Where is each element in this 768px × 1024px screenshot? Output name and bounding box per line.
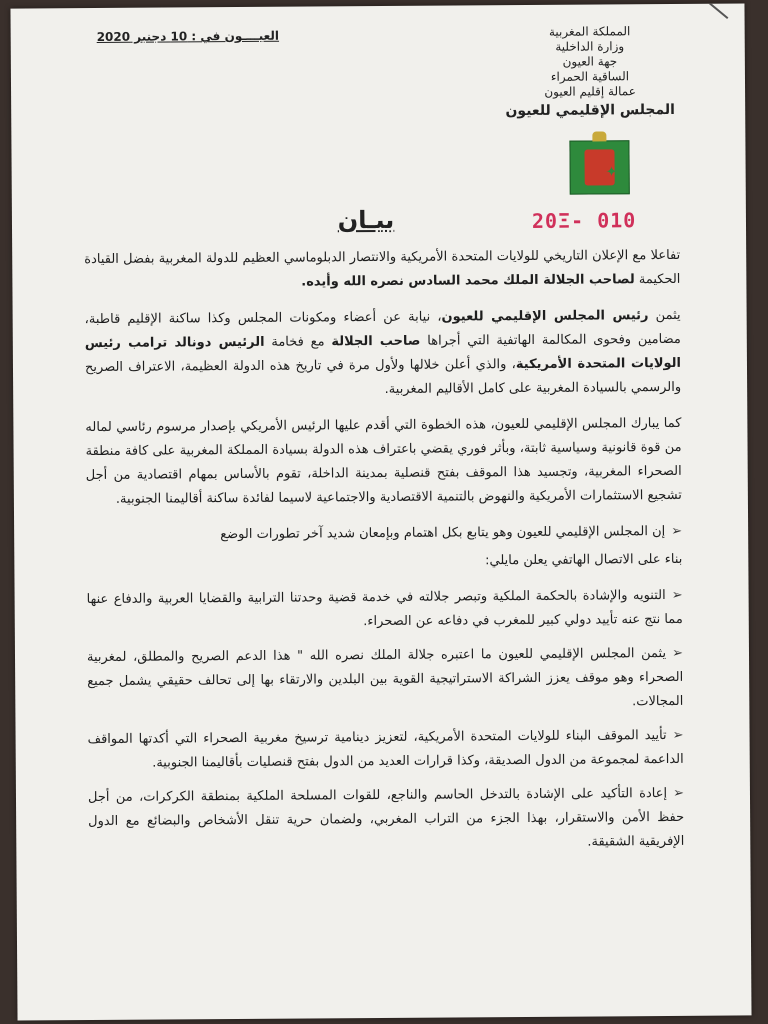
- document-page: [10, 3, 751, 1020]
- letterhead: [495, 24, 686, 119]
- document-title: بيـان: [337, 205, 395, 235]
- paragraph-blessing: كما يبارك المجلس الإقليمي للعيون، هذه الخطوة التي أقدم عليها الرئيس الأمريكي بإصدار مرسوم رئاسي لماله من قوة قانونية وسياسية ثابتة، وبأثر فوري يقضي باعتراف هذه الدولة بسيادة المملكة المغربية على كافة منطقة الصحراء المغربية، وتجسيد هذا الموقف بفتح قنصلية بمدينة الداخلة، تقوم بالأساس بمهام اقتصادية من أجل تشجيع الاستثمارات الأمريكية والنهوض بالتنمية الاقتصادية والاجتماعية لاسيما لفائدة ساكنة أقاليمنا الجنوبية.: [85, 415, 682, 507]
- prefecture-label: عمالة إقليم العيون: [544, 84, 636, 99]
- bullet-icon: ➢: [673, 785, 685, 801]
- list-item: ➢التنويه والإشادة بالحكمة الملكية وتبصر جلالته في خدمة قضية وحدتنا الترابية والقضايا العربية والدفاع عنها مما نتج عنه تأييد دولي كبير للمغرب في دفاعه عن الصحراء.: [87, 584, 683, 636]
- bullet-icon: ➢: [671, 587, 683, 603]
- document-body: [84, 244, 684, 868]
- regional-emblem-icon: [569, 140, 629, 194]
- list-item: ➢يثمن المجلس الإقليمي للعيون ما اعتبره جلالة الملك نصره الله " هذا الدعم الصريح والمطلق، لمغربية الصحراء وهو موقف يعزز الشراكة الاستراتيجية القوية بين البلدين والارتقاء بها إلى تحالف حقيقي يشمل جميع المجالات.: [87, 642, 683, 718]
- ministry-label: وزارة الداخلية: [555, 39, 625, 54]
- shield-icon: ✦: [584, 149, 614, 185]
- crown-icon: [592, 131, 606, 141]
- list-item: ➢تأييد الموقف البناء للولايات المتحدة الأمريكية، لتعزيز دينامية ترسيخ مغربية الصحراء التي أكدتها المواقف الداعمة لمجموعة من الدول الصديقة، وكذا قرارات العديد من الدول بفتح قنصليات بأقاليمنا الجنوبية.: [88, 724, 684, 776]
- reference-stamp: 20Ξ- 010: [531, 208, 637, 233]
- bullet-icon: ➢: [671, 523, 683, 539]
- kingdom-label: المملكة المغربية: [548, 24, 631, 39]
- region-label: جهة العيون: [562, 54, 618, 69]
- bullet-icon: ➢: [672, 727, 684, 743]
- paragraph-follow: ➢إن المجلس الإقليمي للعيون وهو يتابع بكل اهتمام وبإمعان شديد آخر تطورات الوضع: [86, 520, 682, 548]
- bullet-icon: ➢: [672, 645, 684, 661]
- paragraph-president: يثمن رئيس المجلس الإقليمي للعيون، نيابة عن أعضاء ومكونات المجلس وكذا ساكنة الإقليم قاطبة، مضامين وفحوى المكالمة الهاتفية التي أجراها صاحب الجلالة مع فخامة الرئيس دونالد ترامب رئيس الولايات المتحدة الأمريكية، والذي أعلن خلالها ولأول مرة في تاريخ هذه الدولة العظيمة، الاعتراف الصريح والرسمي بالسيادة المغربية على كامل الأقاليم المغربية.: [84, 307, 682, 397]
- paragraph-intro: تفاعلا مع الإعلان التاريخي للولايات المتحدة الأمريكية والانتصار الدبلوماسي العظيم للدولة المغربية بفضل القيادة الحكيمة لصاحب الجلالة الملك محمد السادس نصره الله وأيده.: [84, 247, 681, 290]
- list-item: ➢إعادة التأكيد على الإشادة بالتدخل الحاسم والناجع، للقوات المسلحة الملكية بمنطقة الكركرات، من أجل حفظ الأمن والاستقرار، بهذا الجزء من التراب المغربي، ولضمان حرية تنقل الأشخاص والبضائع مع الدول الإفريقية الشقيقة.: [88, 782, 684, 858]
- date-line: العيــــون في : 10 دجنبر 2020: [96, 28, 280, 44]
- page-mark: [709, 3, 729, 19]
- region-label-2: الساقية الحمراء: [550, 69, 630, 84]
- council-label: المجلس الإقليمي للعيون: [505, 101, 675, 120]
- paragraph-announce: بناء على الاتصال الهاتفي يعلن مايلي:: [485, 551, 683, 569]
